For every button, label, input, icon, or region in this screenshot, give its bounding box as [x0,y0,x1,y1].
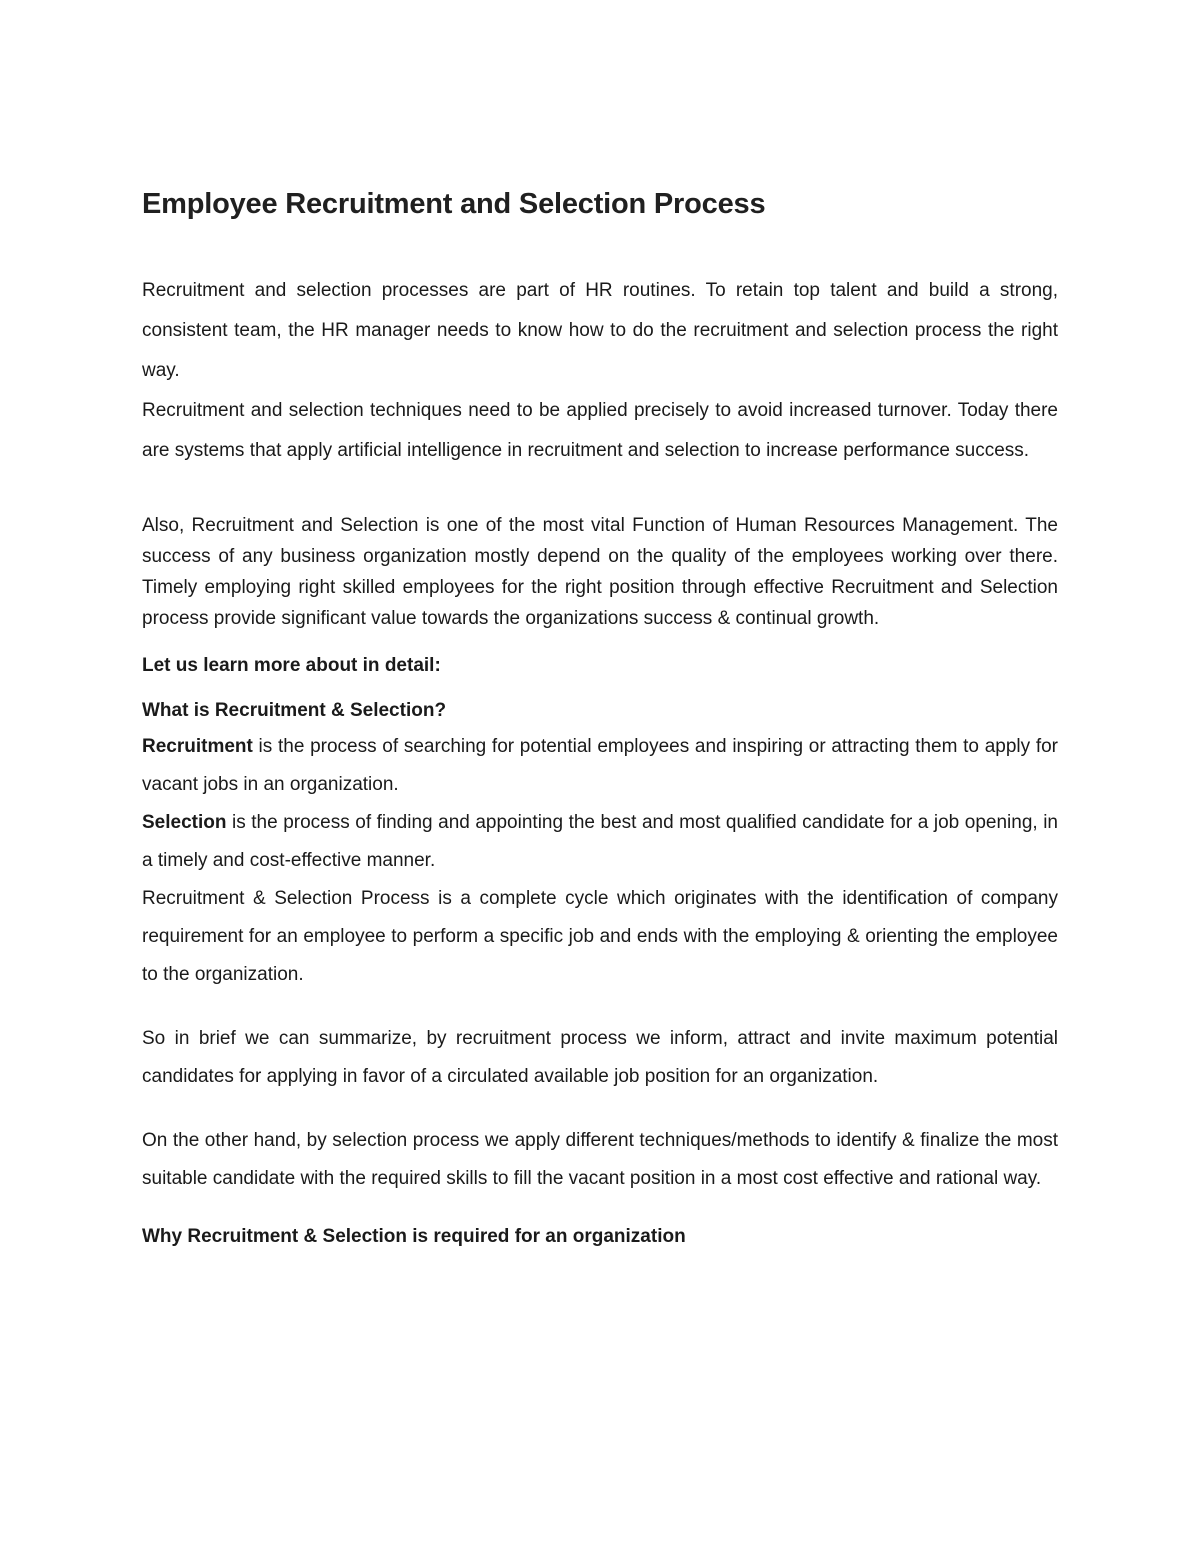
techniques-paragraph: Recruitment and selection techniques need to be applied precisely to avoid increased turnover. Today there are systems that apply artificial intelligence in recruitment and selection to increase performance success. [142,400,1058,461]
summary-paragraph: So in brief we can summarize, by recruitment process we inform, attract and invite maximum potential candidates for applying in favor of a circulated available job position for an organization. [142,1028,1058,1087]
process-definition: Recruitment & Selection Process is a complete cycle which originates with the identification of company requirement for an employee to perform a specific job and ends with the employing & orienting the employee to the organization. [142,888,1058,985]
importance-paragraph: Also, Recruitment and Selection is one of the most vital Function of Human Resources Management. The success of any business organization mostly depend on the quality of the employees working over there. Timely employing right skilled employees for the right position through effective Recruitment and Selection process provide significant value towards the organizations success & continual growth. [142,515,1058,629]
recruitment-term: Recruitment [142,736,253,757]
what-heading: What is Recruitment & Selection? [142,700,447,721]
recruitment-definition-text: is the process of searching for potential employees and inspiring or attracting them to apply for vacant jobs in an organization. [142,736,1058,795]
intro-paragraph: Recruitment and selection processes are part of HR routines. To retain top talent and build a strong, consistent team, the HR manager needs to know how to do the recruitment and selection process the right way. [142,280,1058,381]
learn-heading: Let us learn more about in detail: [142,655,441,676]
recruitment-definition [142,728,1058,804]
document-title: Employee Recruitment and Selection Process [142,188,766,220]
selection-term: Selection [142,812,227,833]
selection-definition [142,804,1058,880]
selection-definition-text: is the process of finding and appointing the best and most qualified candidate for a job opening, in a timely and cost-effective manner. [142,812,1058,871]
other-hand-paragraph: On the other hand, by selection process we apply different techniques/methods to identify & finalize the most suitable candidate with the required skills to fill the vacant position in a most cost effective and rational way. [142,1130,1058,1189]
document-page [142,184,1058,1256]
why-heading: Why Recruitment & Selection is required for an organization [142,1226,686,1247]
